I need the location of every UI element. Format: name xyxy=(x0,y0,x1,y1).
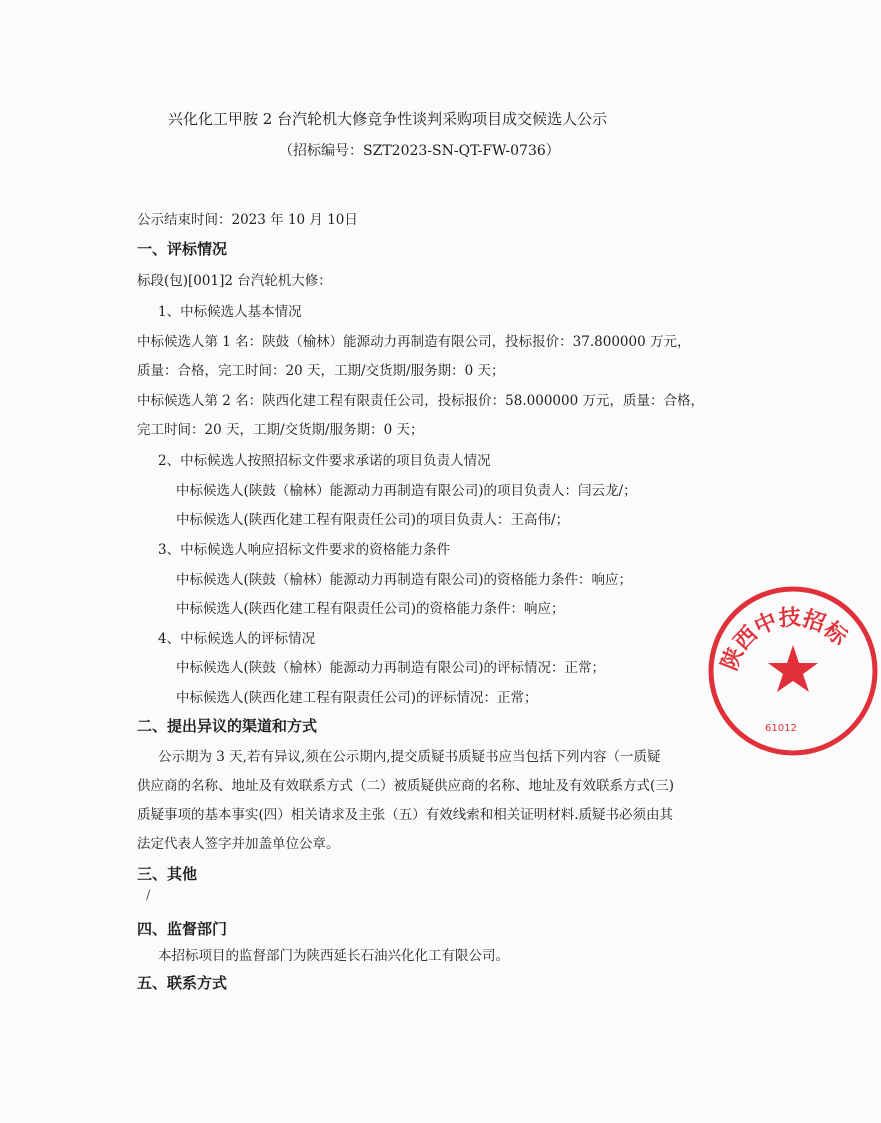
sub-4-heading: 4、中标候选人的评标情况 xyxy=(158,631,316,647)
candidate-2-line-2: 完工时间：20 天，工期/交货期/服务期：0 天； xyxy=(137,422,424,438)
objection-line-4: 法定代表人签字并加盖单位公章。 xyxy=(137,836,340,852)
objection-line-2: 供应商的名称、地址及有效联系方式（二）被质疑供应商的名称、地址及有效联系方式(三) xyxy=(137,778,675,794)
section-5-heading: 五、联系方式 xyxy=(137,974,228,992)
evaluation-2: 中标候选人(陕西化建工程有限责任公司)的评标情况：正常； xyxy=(176,690,538,706)
section-2-heading: 二、提出异议的渠道和方式 xyxy=(137,717,318,735)
project-leader-1: 中标候选人(陕鼓（榆林）能源动力再制造有限公司)的项目负责人：闫云龙/； xyxy=(176,483,637,499)
lot-label: 标段(包)[001]2 台汽轮机大修： xyxy=(137,273,332,289)
announcement-end-time: 公示结束时间：2023 年 10 月 10日 xyxy=(137,212,358,228)
qualification-2: 中标候选人(陕西化建工程有限责任公司)的资格能力条件：响应； xyxy=(176,601,565,617)
section-3-heading: 三、其他 xyxy=(137,865,198,883)
sub-3-heading: 3、中标候选人响应招标文件要求的资格能力条件 xyxy=(158,542,451,558)
supervision-line: 本招标项目的监督部门为陕西延长石油兴化化工有限公司。 xyxy=(158,948,509,964)
candidate-1-line-1: 中标候选人第 1 名：陕鼓（榆林）能源动力再制造有限公司，投标报价：37.800000 万元， xyxy=(137,334,691,350)
qualification-1: 中标候选人(陕鼓（榆林）能源动力再制造有限公司)的资格能力条件：响应； xyxy=(176,572,633,588)
seal-number: 61012 xyxy=(765,723,797,734)
official-seal xyxy=(705,583,881,759)
candidate-1-line-2: 质量：合格，完工时间：20 天，工期/交货期/服务期：0 天； xyxy=(137,363,505,379)
seal-star-icon xyxy=(768,645,818,692)
seal-arc-text: 陕西中技招标 xyxy=(717,605,852,675)
sub-2-heading: 2、中标候选人按照招标文件要求承诺的项目负责人情况 xyxy=(158,453,491,469)
tender-number: （招标编号：SZT2023-SN-QT-FW-0736） xyxy=(279,143,560,159)
section-4-heading: 四、监督部门 xyxy=(137,920,228,938)
objection-line-3: 质疑事项的基本事实(四）相关请求及主张（五）有效线索和相关证明材料.质疑书必须由其 xyxy=(137,807,674,823)
sub-1-heading: 1、中标候选人基本情况 xyxy=(158,304,302,320)
candidate-2-line-1: 中标候选人第 2 名：陕西化建工程有限责任公司，投标报价：58.000000 万元，质量：合格， xyxy=(137,393,704,409)
evaluation-1: 中标候选人(陕鼓（榆林）能源动力再制造有限公司)的评标情况：正常； xyxy=(176,660,606,676)
objection-line-1: 公示期为 3 天,若有异议,须在公示期内,提交质疑书质疑书应当包括下列内容（一质疑 xyxy=(158,749,661,765)
pen-mark: / xyxy=(146,888,151,903)
section-1-heading: 一、评标情况 xyxy=(137,240,228,258)
document-title: 兴化化工甲胺 2 台汽轮机大修竞争性谈判采购项目成交候选人公示 xyxy=(168,110,608,128)
project-leader-2: 中标候选人(陕西化建工程有限责任公司)的项目负责人：王高伟/； xyxy=(176,512,570,528)
